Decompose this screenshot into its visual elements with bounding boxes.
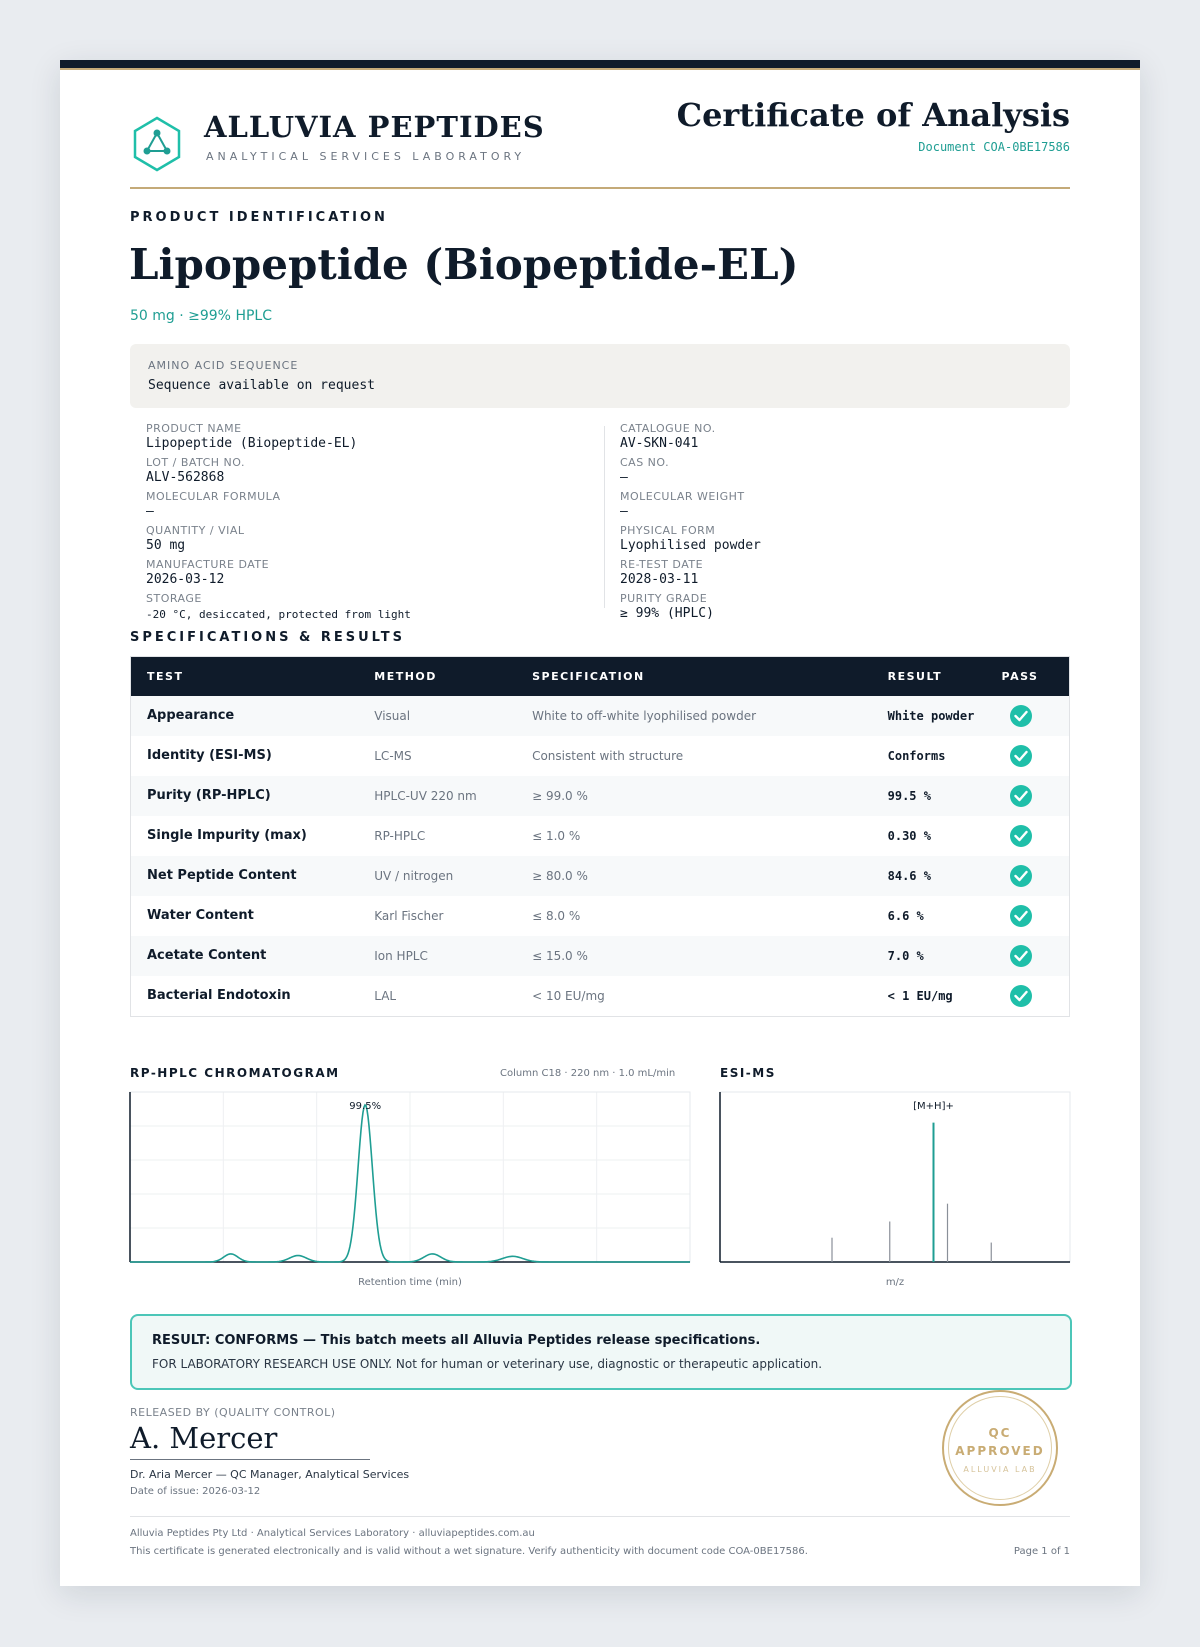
field-label: CATALOGUE NO. <box>620 422 716 435</box>
test-result: < 1 EU/mg <box>887 988 953 1003</box>
pass-cell <box>986 736 1070 776</box>
result-box <box>130 1314 1072 1390</box>
table-row <box>131 776 1070 816</box>
certificate-page <box>60 60 1140 1586</box>
document-code <box>918 140 1070 154</box>
check-circle-icon <box>1010 985 1032 1007</box>
field-physical-form <box>620 522 1090 556</box>
product-subtitle: 50 mg · ≥99% HPLC <box>130 308 272 324</box>
test-name: Purity (RP-HPLC) <box>147 788 271 803</box>
field-value: Lyophilised powder <box>620 538 761 553</box>
field-retest-date <box>620 556 1090 590</box>
research-use-note: FOR LABORATORY RESEARCH USE ONLY. Not for human or veterinary use, diagnostic or therapeutic application. <box>152 1357 823 1371</box>
field-label: MOLECULAR WEIGHT <box>620 490 745 503</box>
column-header-pass: PASS <box>1001 669 1039 683</box>
test-name: Appearance <box>147 708 235 723</box>
product-section-label: PRODUCT IDENTIFICATION <box>130 210 388 225</box>
test-specification: ≤ 1.0 % <box>532 828 581 843</box>
check-circle-icon <box>1010 945 1032 967</box>
table-row <box>131 816 1070 856</box>
issue-date: Date of issue: 2026-03-12 <box>130 1486 261 1497</box>
hplc-chart-title: RP-HPLC CHROMATOGRAM <box>130 1066 340 1080</box>
table-row <box>131 896 1070 936</box>
stamp-line-1: QC <box>988 1426 1012 1440</box>
field-value: — <box>620 504 628 519</box>
test-name: Acetate Content <box>147 948 267 963</box>
peak-annotation: [M+H]+ <box>913 1101 954 1112</box>
field-label: PHYSICAL FORM <box>620 524 716 537</box>
result-statement: RESULT: CONFORMS — This batch meets all Alluvia Peptides release specifications. <box>152 1333 761 1348</box>
field-lot-number <box>146 454 616 488</box>
field-catalogue-number <box>620 420 1090 454</box>
esims-x-axis-label: m/z <box>885 1277 905 1288</box>
fields-divider <box>604 426 605 608</box>
check-circle-icon <box>1010 865 1032 887</box>
pass-cell <box>986 936 1070 976</box>
document-title: Certificate of Analysis <box>676 96 1070 134</box>
table-row <box>131 696 1070 736</box>
test-specification: < 10 EU/mg <box>532 988 605 1003</box>
test-method: LC-MS <box>374 748 412 763</box>
signature-line <box>130 1459 370 1460</box>
field-value: -20 °C, desiccated, protected from light <box>146 608 411 621</box>
field-value: 50 mg <box>146 538 186 553</box>
test-specification: White to off-white lyophilised powder <box>532 708 757 723</box>
pass-cell <box>986 856 1070 896</box>
signer-name: Dr. Aria Mercer — QC Manager, Analytical Services <box>130 1468 410 1481</box>
test-method: LAL <box>374 988 397 1003</box>
pass-cell <box>986 976 1070 1017</box>
test-method: UV / nitrogen <box>374 868 454 883</box>
field-label: QUANTITY / VIAL <box>146 524 245 537</box>
document-code-value: COA-0BE17586 <box>983 140 1070 154</box>
brand-subtitle: ANALYTICAL SERVICES LABORATORY <box>206 150 526 163</box>
esims-spectrum-chart <box>720 1092 1070 1264</box>
field-value: ≥ 99% (HPLC) <box>620 606 714 621</box>
field-label: STORAGE <box>146 592 202 605</box>
page-number: Page 1 of 1 <box>1013 1546 1070 1557</box>
qc-approved-stamp <box>942 1390 1058 1506</box>
pass-cell <box>986 696 1070 736</box>
test-specification: ≤ 15.0 % <box>532 948 588 963</box>
hplc-chromatogram-chart <box>130 1092 690 1264</box>
sequence-label: AMINO ACID SEQUENCE <box>148 359 299 372</box>
field-molecular-weight <box>620 488 1090 522</box>
table-row <box>131 736 1070 776</box>
sequence-value: Sequence available on request <box>148 378 375 393</box>
field-label: MANUFACTURE DATE <box>146 558 270 571</box>
table-row <box>131 856 1070 896</box>
column-header-test: TEST <box>147 669 184 683</box>
field-product-name <box>146 420 616 454</box>
footer-company: Alluvia Peptides Pty Ltd · Analytical Services Laboratory · alluviapeptides.com.au <box>130 1528 535 1539</box>
field-label: PURITY GRADE <box>620 592 708 605</box>
document-code-label: Document <box>918 140 977 154</box>
test-name: Bacterial Endotoxin <box>147 988 291 1003</box>
test-result: 6.6 % <box>887 908 924 923</box>
peak-annotation: 99.5% <box>349 1101 382 1112</box>
pass-cell <box>986 776 1070 816</box>
field-value: ALV-562868 <box>146 470 225 485</box>
field-value: 2028-03-11 <box>620 572 699 587</box>
check-circle-icon <box>1010 745 1032 767</box>
test-result: 99.5 % <box>887 788 931 803</box>
plot-frame <box>720 1092 1070 1262</box>
test-name: Single Impurity (max) <box>147 828 307 843</box>
test-name: Water Content <box>147 908 254 923</box>
brand-name: ALLUVIA PEPTIDES <box>204 110 545 144</box>
hplc-chart-meta: Column C18 · 220 nm · 1.0 mL/min <box>500 1068 676 1079</box>
field-value: — <box>146 504 154 519</box>
field-manufacture-date <box>146 556 616 590</box>
test-name: Net Peptide Content <box>147 868 297 883</box>
header-rule <box>130 187 1070 189</box>
table-header-row <box>131 657 1070 696</box>
signature: A. Mercer <box>130 1421 278 1455</box>
field-value: 2026-03-12 <box>146 572 225 587</box>
field-value: — <box>620 470 628 485</box>
specs-section-label: SPECIFICATIONS & RESULTS <box>130 630 406 645</box>
fields-left-column <box>146 420 616 624</box>
esims-chart-title: ESI-MS <box>720 1066 776 1080</box>
field-storage <box>146 590 616 624</box>
test-specification: ≤ 8.0 % <box>532 908 581 923</box>
test-result: White powder <box>887 708 975 723</box>
fields-right-column <box>620 420 1090 624</box>
hexagon-molecule-icon <box>132 116 182 172</box>
stamp-line-3: ALLUVIA LAB <box>963 1465 1037 1474</box>
field-value: AV-SKN-041 <box>620 436 699 451</box>
field-value: Lipopeptide (Biopeptide-EL) <box>146 436 358 451</box>
top-gold-line <box>60 68 1140 70</box>
check-circle-icon <box>1010 705 1032 727</box>
check-circle-icon <box>1010 825 1032 847</box>
field-quantity <box>146 522 616 556</box>
test-method: RP-HPLC <box>374 828 426 843</box>
field-molecular-formula <box>146 488 616 522</box>
test-method: Visual <box>374 708 411 723</box>
field-label: RE-TEST DATE <box>620 558 704 571</box>
column-header-specification: SPECIFICATION <box>532 669 645 683</box>
field-label: CAS NO. <box>620 456 670 469</box>
table-row <box>131 976 1070 1017</box>
column-header-result: RESULT <box>887 669 943 683</box>
test-method: Karl Fischer <box>374 908 444 923</box>
released-by-label: RELEASED BY (QUALITY CONTROL) <box>130 1406 336 1419</box>
test-specification: Consistent with structure <box>532 748 684 763</box>
column-header-method: METHOD <box>374 669 437 683</box>
field-purity-grade <box>620 590 1090 624</box>
footer-rule <box>130 1516 1070 1517</box>
stamp-line-2: APPROVED <box>955 1444 1045 1458</box>
test-specification: ≥ 80.0 % <box>532 868 588 883</box>
test-specification: ≥ 99.0 % <box>532 788 588 803</box>
check-circle-icon <box>1010 785 1032 807</box>
field-label: LOT / BATCH NO. <box>146 456 245 469</box>
field-cas-number <box>620 454 1090 488</box>
table-row <box>131 936 1070 976</box>
product-title: Lipopeptide (Biopeptide-EL) <box>129 240 799 289</box>
test-method: Ion HPLC <box>374 948 428 963</box>
test-result: 7.0 % <box>887 948 924 963</box>
check-circle-icon <box>1010 905 1032 927</box>
test-method: HPLC-UV 220 nm <box>374 788 477 803</box>
top-bar <box>60 60 1140 68</box>
field-label: MOLECULAR FORMULA <box>146 490 281 503</box>
test-result: Conforms <box>887 748 946 763</box>
test-result: 0.30 % <box>887 828 931 843</box>
hplc-x-axis-label: Retention time (min) <box>358 1277 462 1288</box>
specifications-table <box>130 656 1070 1017</box>
test-name: Identity (ESI-MS) <box>147 748 272 763</box>
field-label: PRODUCT NAME <box>146 422 242 435</box>
product-fields <box>130 420 1070 621</box>
test-result: 84.6 % <box>887 868 931 883</box>
sequence-box <box>130 344 1070 408</box>
footer-validity-note: This certificate is generated electronically and is valid without a wet signature. Verify authenticity with document code COA-0BE17586. <box>130 1546 808 1557</box>
pass-cell <box>986 816 1070 856</box>
pass-cell <box>986 896 1070 936</box>
